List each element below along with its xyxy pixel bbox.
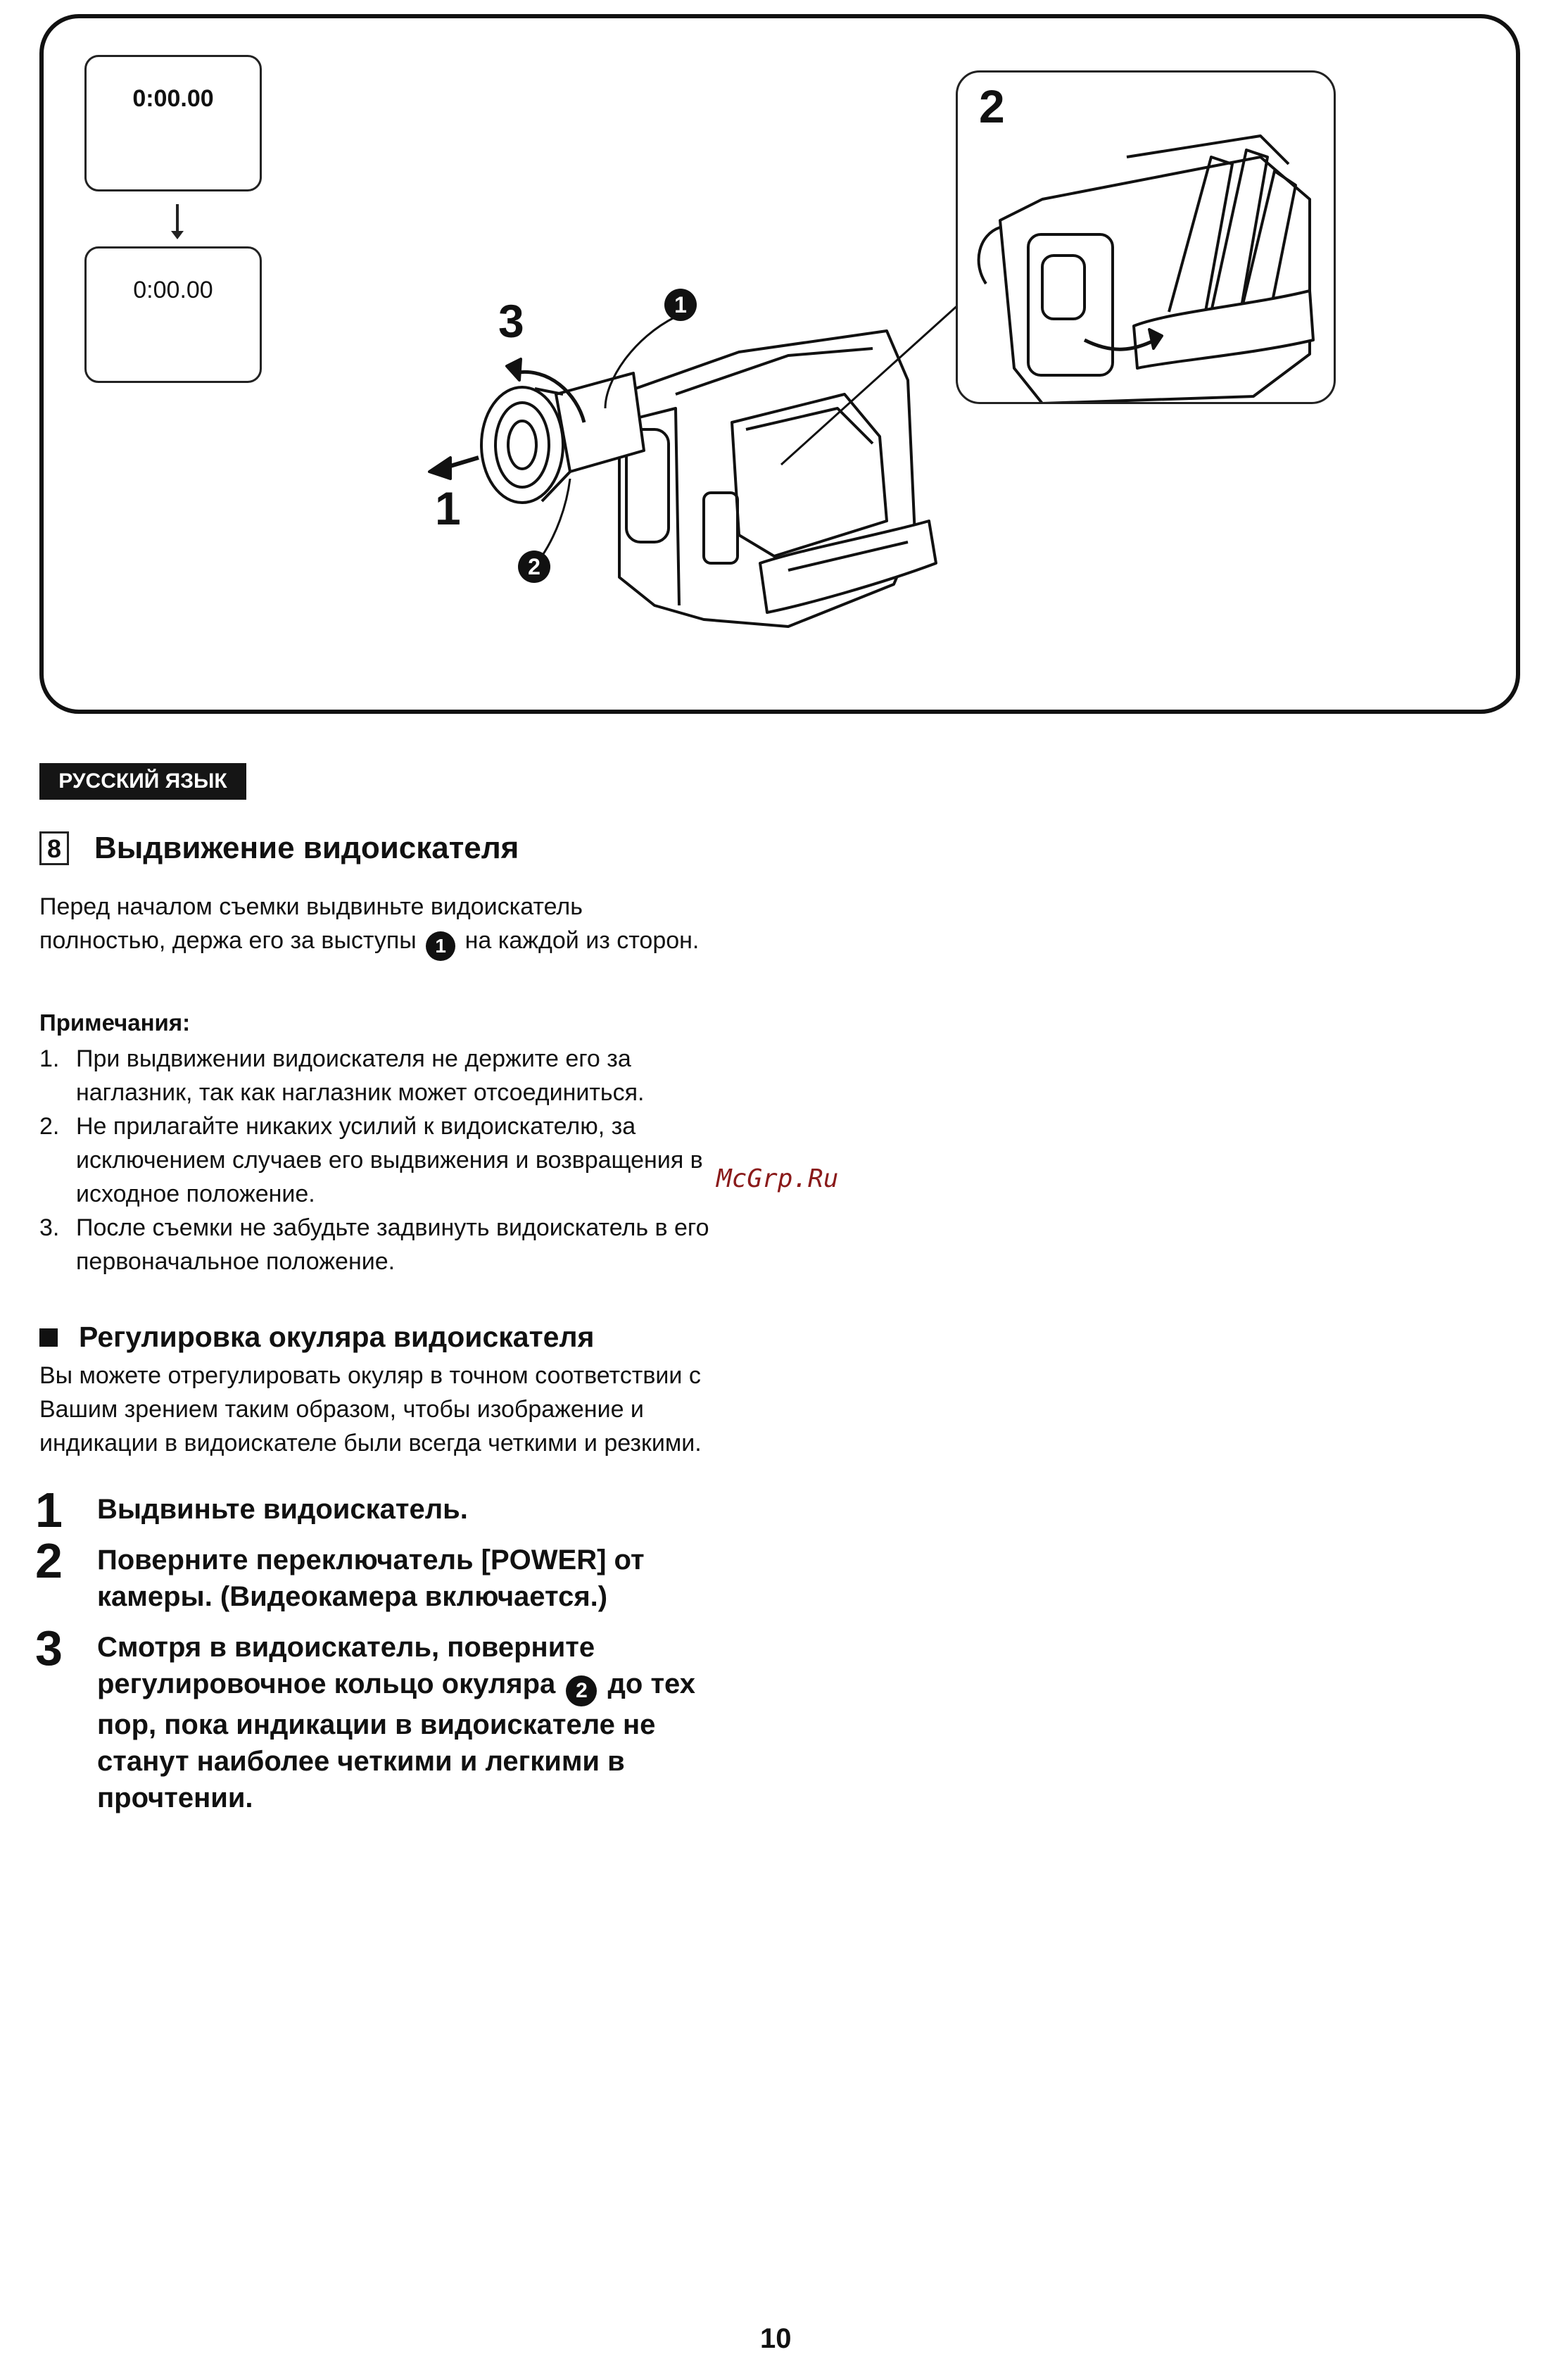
note-item	[39, 1109, 715, 1211]
square-bullet-icon	[39, 1328, 58, 1347]
intro-text-after: на каждой из сторон.	[464, 927, 700, 954]
step-number: 1	[35, 1483, 63, 1537]
callout-1-icon: 1	[664, 289, 697, 321]
watermark: McGrp.Ru	[716, 1164, 839, 1193]
display-counter-after: 0:00.00	[133, 277, 213, 303]
step-text-after: до тех пор, пока индикации в видоискателе не станут наиболее четкими и легкими в прочтении.	[97, 1668, 696, 1813]
note-number: 2.	[39, 1113, 60, 1140]
figure-step-2-label: 2	[979, 80, 1005, 132]
step-item	[35, 1621, 725, 1816]
callout-1-icon: 1	[426, 931, 455, 961]
note-text: После съемки не забудьте задвинуть видоискатель в его первоначальное положение.	[76, 1214, 709, 1275]
subsection-text: Вы можете отрегулировать окуляр в точном соответствии с Вашим зрением таким образом, чтобы изображение и индикации в видоискателе были всегда четкими и резкими.	[39, 1362, 702, 1457]
step-number: 3	[35, 1621, 63, 1675]
step-text: Выдвиньте видоискатель.	[97, 1494, 468, 1525]
step-item	[35, 1483, 725, 1537]
note-number: 3.	[39, 1214, 60, 1241]
note-item	[39, 1211, 715, 1278]
callout-2-icon: 2	[566, 1675, 597, 1706]
section-intro	[39, 890, 715, 961]
note-number: 1.	[39, 1045, 60, 1072]
display-counter-before: 0:00.00	[132, 85, 214, 112]
step-text	[97, 1629, 725, 1816]
note-text: Не прилагайте никаких усилий к видоискателю, за исключением случаев его выдвижения и возвращения в исходное положение.	[76, 1113, 703, 1207]
intro-text-before: Перед началом съемки выдвиньте видоискатель полностью, держа его за выступы	[39, 893, 583, 954]
step-text: Поверните переключатель [POWER] от камеры. (Видеокамера включается.)	[97, 1545, 645, 1612]
notes-heading: Примечания:	[39, 1010, 191, 1036]
subsection-heading	[39, 1321, 594, 1354]
section-title: Выдвижение видоискателя	[94, 831, 519, 865]
step-text-before: Смотря в видоискатель, поверните регулировочное кольцо окуляра	[97, 1632, 595, 1699]
step-number: 2	[35, 1533, 63, 1588]
language-tag: РУССКИЙ ЯЗЫК	[39, 763, 246, 800]
subsection-title: Регулировка окуляра видоискателя	[79, 1321, 595, 1353]
section-heading	[39, 831, 519, 866]
steps-list	[35, 1483, 725, 1830]
section-number: 8	[39, 831, 69, 865]
notes-list	[39, 1042, 715, 1278]
figure-step-3-label: 3	[498, 295, 524, 347]
page-number: 10	[760, 2323, 792, 2354]
inset-detail	[956, 70, 1336, 404]
note-text: При выдвижении видоискателя не держите его за наглазник, так как наглазник может отсоединиться.	[76, 1045, 645, 1106]
step-item	[35, 1533, 725, 1615]
hand-viewfinder-illustration	[958, 73, 1336, 404]
callout-2-icon: 2	[518, 551, 550, 583]
figure-step-1-label: 1	[435, 482, 461, 534]
note-item	[39, 1042, 715, 1109]
